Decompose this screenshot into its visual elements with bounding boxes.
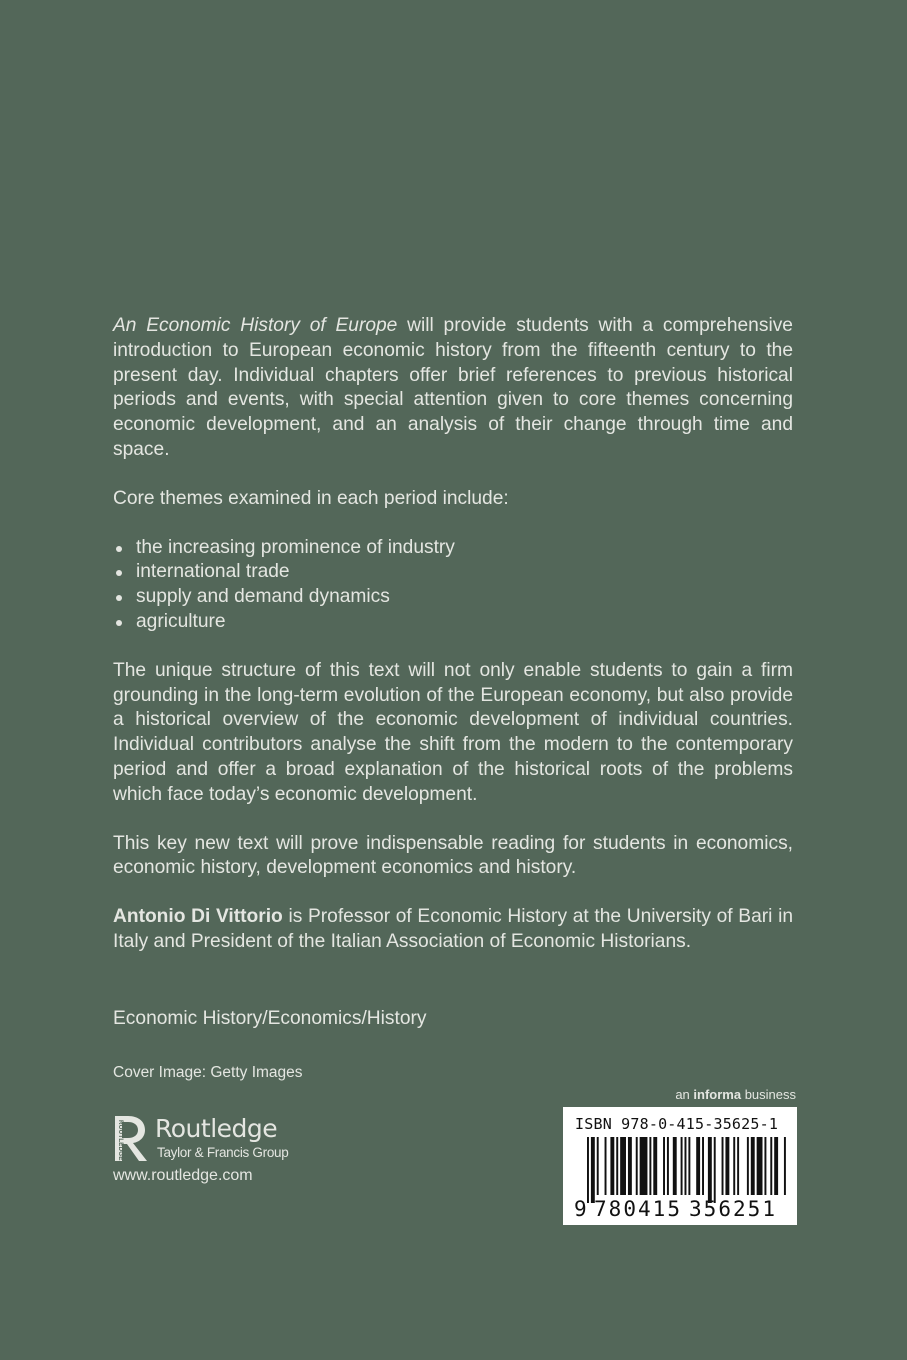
barcode-bar — [673, 1137, 677, 1195]
barcode-bar — [681, 1137, 683, 1195]
barcode-bar — [620, 1137, 626, 1195]
theme-item: agriculture — [113, 610, 793, 635]
barcode-bar — [757, 1137, 763, 1195]
barcode-bar — [714, 1137, 716, 1203]
barcode-bar — [774, 1137, 778, 1195]
barcode-bar — [663, 1137, 665, 1195]
publisher-url[interactable]: www.routledge.com — [113, 1167, 253, 1184]
barcode-bar — [653, 1137, 657, 1195]
themes-intro: Core themes examined in each period include: — [113, 487, 509, 509]
barcode-bar — [688, 1137, 690, 1195]
intro-text: will provide students with a comprehensive introduction to European economic history from the fifteenth century to the present day. Individual chapters offer brief references to previous historical periods and events, with special attention given to core themes concerning economic development, and an analysis of their change through time and space. — [113, 315, 793, 460]
barcode-icon — [573, 1137, 787, 1219]
barcode-bar — [702, 1137, 704, 1195]
theme-item: supply and demand dynamics — [113, 585, 793, 610]
barcode-bar — [597, 1137, 599, 1195]
barcode-bar — [685, 1137, 687, 1195]
barcode-digits-left: 780415 — [594, 1197, 680, 1219]
barcode-bar — [737, 1137, 739, 1195]
barcode-bar — [591, 1137, 595, 1203]
barcode-bar — [764, 1137, 766, 1195]
isbn-barcode-box — [563, 1107, 797, 1225]
barcode-bar — [708, 1137, 712, 1203]
barcode-bar — [770, 1137, 772, 1195]
subject-category: Economic History/Economics/History — [113, 1008, 427, 1029]
barcode-bar — [628, 1137, 632, 1195]
isbn-label: ISBN 978-0-415-35625-1 — [575, 1115, 779, 1133]
barcode-bar — [722, 1137, 724, 1195]
informa-tagline: an informa business — [675, 1087, 796, 1102]
publisher-name: Routledge — [155, 1114, 278, 1143]
barcode-bar — [784, 1137, 786, 1195]
barcode-digit-first: 9 — [574, 1197, 587, 1219]
publisher-group: Taylor & Francis Group — [157, 1145, 289, 1160]
barcode-bar — [696, 1137, 700, 1195]
barcode-bar — [751, 1137, 755, 1195]
intro-paragraph — [113, 314, 793, 463]
barcode-bar — [587, 1137, 589, 1203]
description-block — [113, 314, 793, 955]
author-paragraph — [113, 905, 793, 955]
routledge-mark-icon — [113, 1114, 153, 1164]
cover-credit: Cover Image: Getty Images — [113, 1064, 303, 1081]
barcode-bar — [616, 1137, 618, 1195]
author-name: Antonio Di Vittorio — [113, 906, 283, 928]
barcode-bar — [640, 1137, 648, 1195]
barcode-digits-right: 356251 — [689, 1197, 775, 1219]
barcode-bar — [667, 1137, 669, 1195]
author-bio: is Professor of Economic History at the University of Bari in Italy and President of the Italian Association of Economic Historians. — [113, 906, 794, 952]
structure-paragraph: The unique structure of this text will not only enable students to gain a firm grounding in the long-term evolution of the European economy, but also provide a historical overview of the economic development of individual countries. Individual contributors analyse the shift from the modern to the contemporary period and offer a broad explanation of the historical roots of the problems which face today’s economic development. — [113, 659, 793, 805]
theme-item: international trade — [113, 560, 793, 585]
barcode-bar — [725, 1137, 729, 1195]
informa-brand: informa — [693, 1087, 742, 1102]
barcode-bar — [636, 1137, 638, 1195]
audience-paragraph: This key new text will prove indispensable reading for students in economics, economic history, development economics and history. — [113, 832, 793, 879]
barcode-bar — [605, 1137, 607, 1195]
barcode-bar — [649, 1137, 651, 1195]
barcode-bar — [747, 1137, 749, 1195]
publisher-logo — [113, 1114, 333, 1164]
barcode-bar — [610, 1137, 614, 1195]
theme-item: the increasing prominence of industry — [113, 536, 793, 561]
routledge-mark-text: ROUTLEDGE — [117, 1120, 124, 1161]
book-title: An Economic History of Europe — [113, 315, 398, 336]
barcode-bar — [733, 1137, 735, 1195]
themes-list — [113, 536, 793, 635]
